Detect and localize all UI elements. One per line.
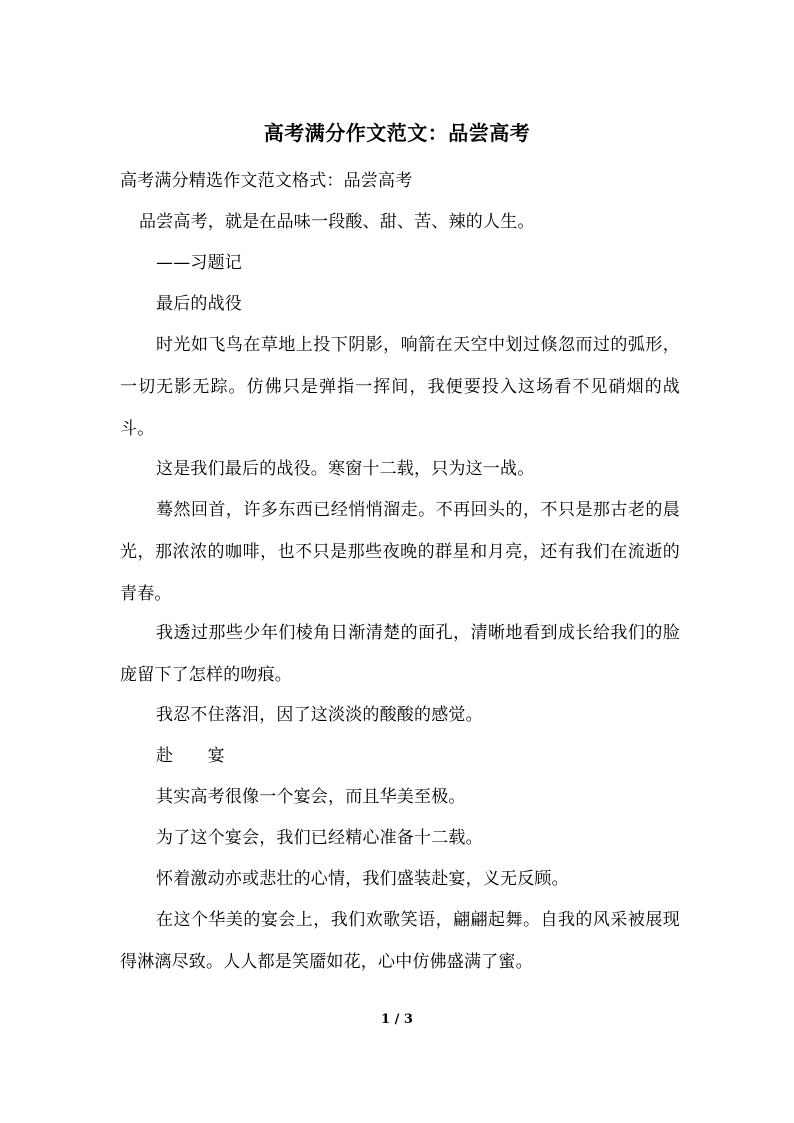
paragraph-feast-3: 怀着激动亦或悲壮的心情，我们盛装赴宴，义无反顾。 bbox=[156, 869, 569, 889]
paragraph-intro: 品尝高考，就是在品味一段酸、甜、苦、辣的人生。 bbox=[139, 212, 535, 232]
paragraph-look-back: 蓦然回首，许多东西已经悄悄溜走。不再回头的，不只是那古老的晨光，那浓浓的咖啡，也不只是那些夜晚的群星和月亮，还有我们在流逝的青春。 bbox=[120, 500, 680, 604]
document-title: 高考满分作文范文：品尝高考 bbox=[263, 121, 531, 145]
paragraph-feast-1: 其实高考很像一个宴会，而且华美至极。 bbox=[156, 787, 466, 807]
section-heading-last-battle: 最后的战役 bbox=[156, 294, 242, 314]
paragraph-feast-2: 为了这个宴会，我们已经精心准备十二载。 bbox=[156, 828, 483, 848]
page-number: 1 / 3 bbox=[381, 1012, 413, 1027]
paragraph-tears: 我忍不住落泪，因了这淡淡的酸酸的感觉。 bbox=[156, 705, 483, 725]
paragraph-time: 时光如飞鸟在草地上投下阴影，响箭在天空中划过倏忽而过的弧形，一切无影无踪。仿佛只是弹指一挥间，我便要投入这场看不见硝烟的战斗。 bbox=[120, 335, 680, 439]
section-heading-feast: 赴 宴 bbox=[156, 746, 225, 766]
paragraph-signature: ——习题记 bbox=[156, 253, 242, 273]
subtitle-line: 高考满分精选作文范文格式：品尝高考 bbox=[120, 171, 413, 191]
paragraph-last-battle: 这是我们最后的战役。寒窗十二载，只为这一战。 bbox=[156, 459, 535, 479]
paragraph-feast-4: 在这个华美的宴会上，我们欢歌笑语，翩翩起舞。自我的风采被展现得淋漓尽致。人人都是笑靥如花，心中仿佛盛满了蜜。 bbox=[120, 910, 680, 972]
paragraph-faces: 我透过那些少年们棱角日渐清楚的面孔，清晰地看到成长给我们的脸庞留下了怎样的吻痕。 bbox=[120, 623, 680, 685]
